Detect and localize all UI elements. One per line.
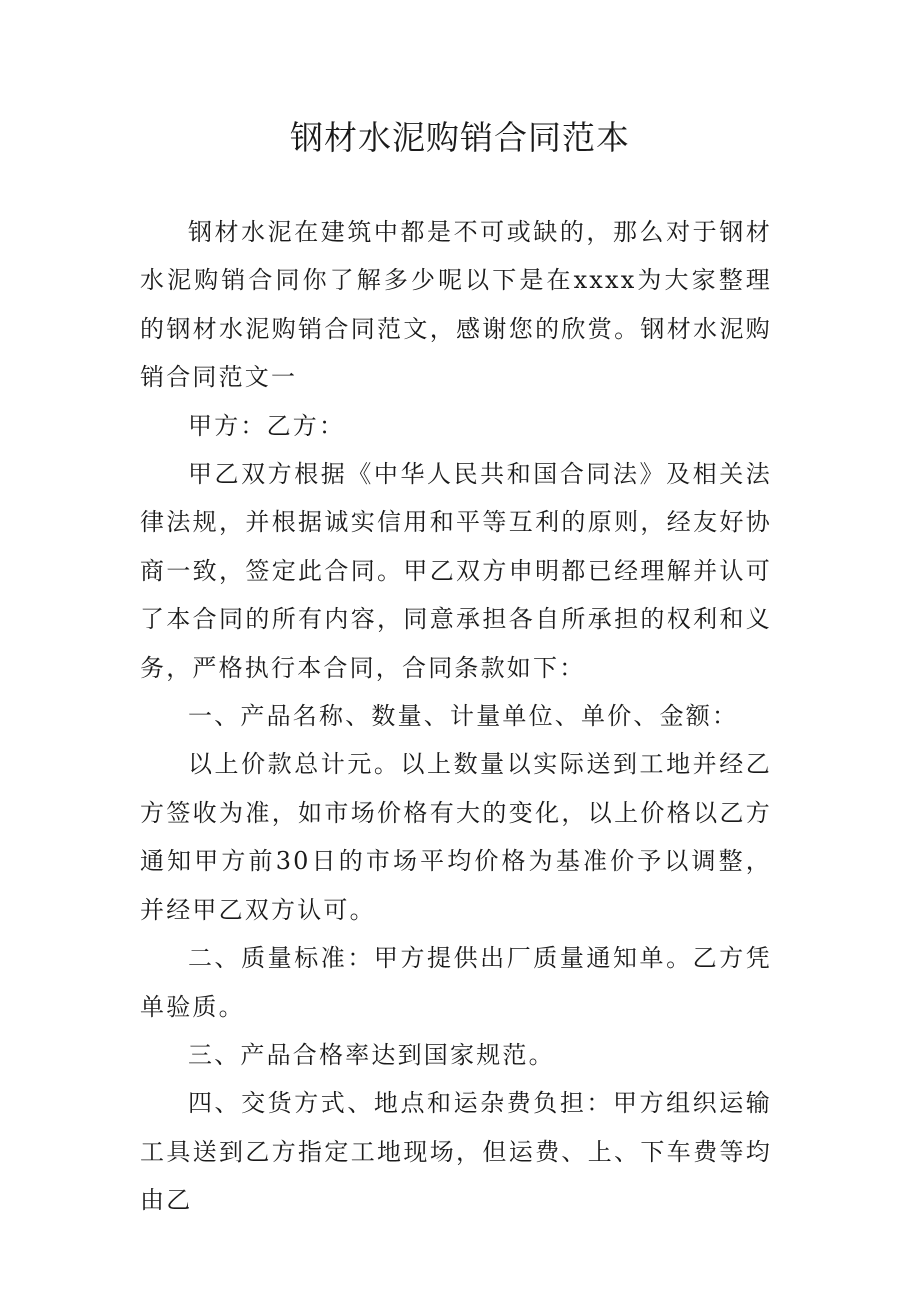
paragraph-price-terms: 以上价款总计元。以上数量以实际送到工地并经乙方签收为准，如市场价格有大的变化，以上价格以乙方通知甲方前30日的市场平均价格为基准价予以调整，并经甲乙双方认可。 — [140, 750, 772, 924]
paragraph-parties: 甲方：乙方： — [188, 411, 346, 440]
paragraph-clause-1: 一、产品名称、数量、计量单位、单价、金额： — [188, 702, 739, 731]
document-title: 钢材水泥购销合同范本 — [290, 118, 630, 157]
paragraph-clause-4: 四、交货方式、地点和运杂费负担：甲方组织运输工具送到乙方指定工地现场，但运费、上、下车费等均由乙 — [140, 1089, 772, 1215]
paragraph-clause-3: 三、产品合格率达到国家规范。 — [188, 1040, 555, 1069]
document-body — [140, 208, 772, 1225]
paragraph-preamble: 甲乙双方根据《中华人民共和国合同法》及相关法律法规，并根据诚实信用和平等互利的原则，经友好协商一致，签定此合同。甲乙双方申明都已经理解并认可了本合同的所有内容，同意承担各自所承担的权利和义务，严格执行本合同，合同条款如下： — [140, 460, 772, 682]
paragraph-clause-2: 二、质量标准：甲方提供出厂质量通知单。乙方凭单验质。 — [140, 944, 772, 1021]
paragraph-intro: 钢材水泥在建筑中都是不可或缺的，那么对于钢材水泥购销合同你了解多少呢以下是在xxxx为大家整理的钢材水泥购销合同范文，感谢您的欣赏。钢材水泥购销合同范文一 — [140, 218, 772, 392]
